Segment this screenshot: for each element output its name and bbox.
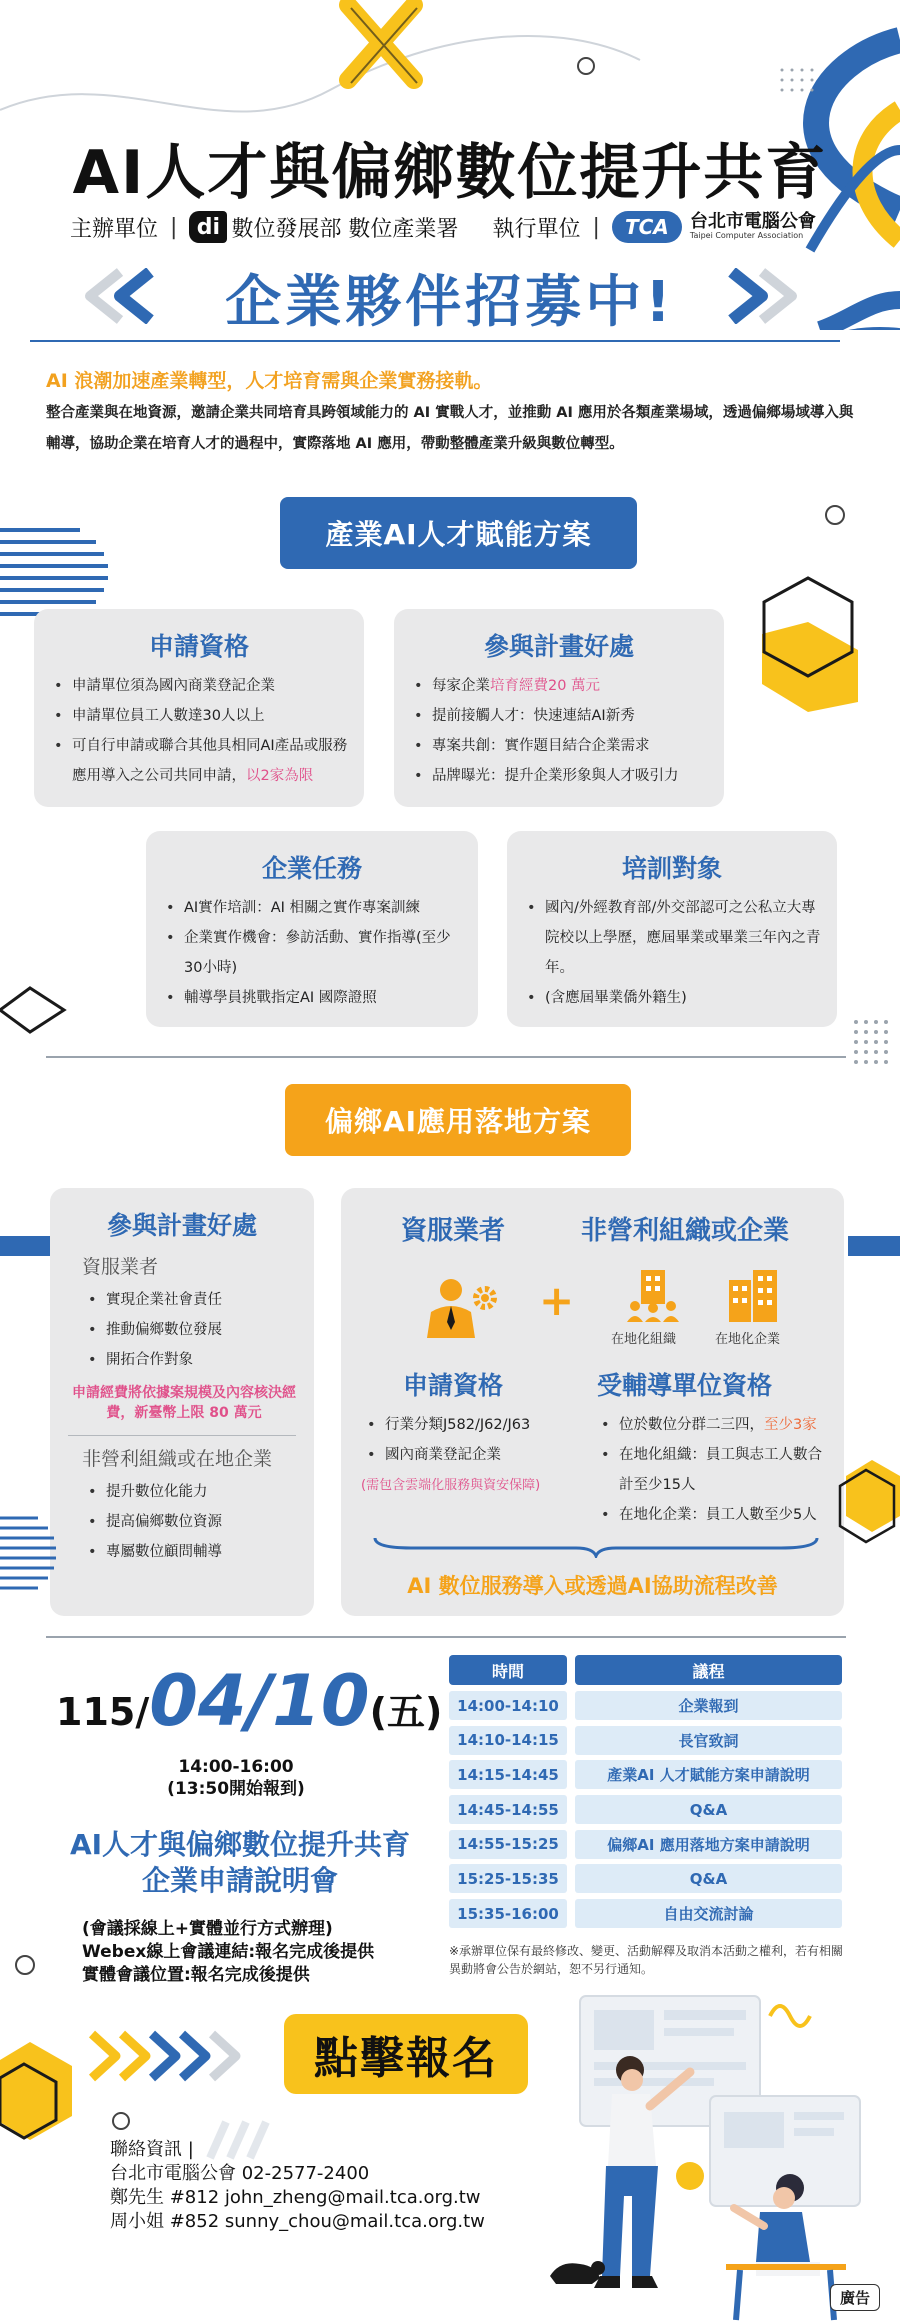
list-item: • 國內/外經教育部/外交部認可之公私立大專院校以上學歷，應屆畢業或畢業三年內之青年。 bbox=[527, 893, 821, 983]
register-button[interactable]: 點擊報名 bbox=[284, 2014, 528, 2094]
divider bbox=[30, 340, 840, 342]
event-title-line2: 企業申請說明會 bbox=[141, 1864, 338, 1897]
date-weekday: (五) bbox=[369, 1690, 443, 1734]
tca-logo-icon: TCA bbox=[612, 211, 682, 243]
agenda-header bbox=[449, 1655, 842, 1685]
card-heading: 參與計畫好處 bbox=[483, 632, 634, 661]
cell-time: 14:15-14:45 bbox=[449, 1760, 567, 1789]
people-illustration bbox=[520, 1976, 900, 2322]
highlight-text: 至少3家 bbox=[764, 1417, 817, 1433]
highlight-text: 培育經費20 萬元 bbox=[490, 678, 601, 694]
table-row bbox=[449, 1795, 842, 1824]
brace-decoration bbox=[371, 1534, 821, 1558]
card-eligibility bbox=[34, 609, 364, 807]
list-item: • 申請單位員工人數達30人以上 bbox=[54, 701, 348, 731]
list-item: • 申請單位須為國內商業登記企業 bbox=[54, 671, 348, 701]
apply-list bbox=[347, 1410, 577, 1470]
list-item: • AI實作培訓：AI 相關之實作專案訓練 bbox=[166, 893, 462, 923]
provider-heading: 資服業者 bbox=[401, 1216, 506, 1246]
rural-footer: AI 數位服務導入或透過AI協助流程改善 bbox=[407, 1574, 778, 1598]
date-main: 04/10 bbox=[149, 1660, 370, 1742]
organizer-name: 數位發展部 數位產業署 bbox=[231, 216, 459, 242]
executor-label: 執行單位 bbox=[492, 216, 581, 242]
intro-highlight: AI 浪潮加速產業轉型，人才培育需與企業實務接軌。 bbox=[46, 370, 493, 392]
event-date bbox=[56, 1660, 443, 1742]
card-heading: 企業任務 bbox=[261, 854, 362, 883]
card-targets bbox=[507, 831, 837, 1027]
contact-line: 周小姐 #852 sunny_chou@mail.tca.org.tw bbox=[110, 2211, 485, 2232]
cell-time: 15:35-16:00 bbox=[449, 1899, 567, 1928]
diamond-outline-icon bbox=[0, 980, 70, 1040]
separator: | bbox=[170, 214, 178, 240]
table-row bbox=[449, 1899, 842, 1928]
list-item: • 實現企業社會責任 bbox=[88, 1285, 298, 1315]
agenda-table bbox=[449, 1655, 842, 1934]
list-item: • 品牌曝光：提升企業形象與人才吸引力 bbox=[414, 761, 708, 791]
intro-body: 整合產業與在地資源，邀請企業共同培育具跨領域能力的 AI 實戰人才，並推動 AI 應用於各類產業場域，透過偏鄉場域導入與輔導，協助企業在培育人才的過程中，實際落地 AI 應用，帶動整體產業升級與數位轉型。 bbox=[46, 405, 854, 452]
apply-note: (需包含雲端化服務與資安保障) bbox=[361, 1478, 541, 1493]
list-item bbox=[414, 671, 708, 701]
icon-label-org: 在地化組織 bbox=[611, 1332, 677, 1347]
cell-time: 14:55-15:25 bbox=[449, 1830, 567, 1859]
organization-icon bbox=[623, 1266, 683, 1322]
icon-label-ent: 在地化企業 bbox=[715, 1332, 781, 1347]
contact-line: 鄭先生 #812 john_zheng@mail.tca.org.tw bbox=[110, 2187, 481, 2208]
column-header-time: 時間 bbox=[449, 1655, 567, 1685]
list-item: • 行業分類J582/J62/J63 bbox=[367, 1410, 561, 1440]
table-row bbox=[449, 1726, 842, 1755]
list-item: • 輔導學員挑戰指定AI 國際證照 bbox=[166, 983, 462, 1013]
list-item-text: 可自行申請或聯合其他具相同AI產品或服務應用導入之公司共同申請， bbox=[72, 738, 348, 784]
meeting-info-line: 實體會議位置:報名完成後提供 bbox=[82, 1965, 310, 1985]
cell-agenda: Q&A bbox=[575, 1795, 842, 1824]
chevron-arrows-icon bbox=[82, 2028, 276, 2084]
card-heading: 參與計畫好處 bbox=[106, 1211, 257, 1240]
cell-time: 14:10-14:15 bbox=[449, 1726, 567, 1755]
list-item-text: 每家企業 bbox=[432, 678, 490, 694]
hexagon-icon bbox=[0, 2034, 80, 2154]
circle-outline-icon bbox=[822, 502, 848, 528]
worker-gear-icon bbox=[419, 1272, 509, 1342]
divider bbox=[46, 1056, 846, 1058]
recruit-banner: 企業夥伴招募中! bbox=[225, 270, 675, 335]
cell-time: 14:00-14:10 bbox=[449, 1691, 567, 1720]
table-row bbox=[449, 1864, 842, 1893]
list-item bbox=[54, 731, 348, 791]
hexagon-icon bbox=[748, 572, 868, 712]
contact-info bbox=[110, 2138, 485, 2234]
cell-agenda: 偏鄉AI 應用落地方案申請說明 bbox=[575, 1830, 842, 1859]
contact-heading: 聯絡資訊 | bbox=[110, 2139, 194, 2160]
organizer-line bbox=[70, 207, 860, 247]
nonprofit-heading: 非營利組織或企業 bbox=[581, 1216, 790, 1246]
plus-icon: + bbox=[539, 1276, 575, 1325]
building-icon bbox=[723, 1266, 783, 1322]
cell-agenda: 長官致詞 bbox=[575, 1726, 842, 1755]
card-rural-right bbox=[341, 1188, 844, 1616]
cell-agenda: 企業報到 bbox=[575, 1691, 842, 1720]
chevron-double-right-icon bbox=[712, 268, 802, 324]
list-item: • 在地化組織：員工與志工人數合計至少15人 bbox=[601, 1440, 827, 1500]
executor-name-zh: 台北市電腦公會 bbox=[689, 211, 816, 233]
cell-time: 14:45-14:55 bbox=[449, 1795, 567, 1824]
executor-name bbox=[690, 213, 816, 240]
stripe-decoration bbox=[0, 1510, 60, 1600]
circle-outline-icon bbox=[12, 1952, 38, 1978]
date-line bbox=[56, 1660, 443, 1742]
list-item: • 國內商業登記企業 bbox=[367, 1440, 561, 1470]
list-item: • 企業實作機會：參訪活動、實作指導(至少30小時) bbox=[166, 923, 462, 983]
list-item: • 專案共創：實作題目結合企業需求 bbox=[414, 731, 708, 761]
list-item-text: 位於數位分群二三四， bbox=[619, 1417, 764, 1433]
divider bbox=[46, 1636, 846, 1638]
list-item: • 在地化企業：員工人數至少5人 bbox=[601, 1500, 827, 1530]
card-benefits bbox=[394, 609, 724, 807]
event-title-line1: AI人才與偏鄉數位提升共育 bbox=[69, 1828, 411, 1861]
table-row bbox=[449, 1830, 842, 1859]
organizer-label: 主辦單位 bbox=[70, 216, 159, 242]
column-header-agenda: 議程 bbox=[575, 1655, 842, 1685]
table-row bbox=[449, 1760, 842, 1789]
card-tasks bbox=[146, 831, 478, 1027]
funding-note: 申請經費將依據案規模及內容核決經費，新臺幣上限 80 萬元 bbox=[72, 1385, 296, 1421]
x-cross-icon bbox=[336, 0, 426, 95]
cell-agenda: 產業AI 人才賦能方案申請說明 bbox=[575, 1760, 842, 1789]
list-item: • 推動偏鄉數位發展 bbox=[88, 1315, 298, 1345]
moda-logo-icon: di bbox=[189, 211, 227, 243]
section2-title: 偏鄉AI應用落地方案 bbox=[285, 1084, 631, 1156]
table-row bbox=[449, 1691, 842, 1720]
meeting-info-line: (會議採線上+實體並行方式辦理) bbox=[82, 1919, 333, 1939]
list-item: • 開拓合作對象 bbox=[88, 1345, 298, 1375]
apply-heading: 申請資格 bbox=[403, 1371, 504, 1400]
circle-outline-icon bbox=[110, 2110, 132, 2132]
cell-time: 15:25-15:35 bbox=[449, 1864, 567, 1893]
hexagon-icon bbox=[836, 1440, 900, 1550]
disclaimer-note: ※承辦單位保有最終修改、變更、活動解釋及取消本活動之權利，若有相關異動將會公告於網站，恕不另行通知。 bbox=[449, 1944, 844, 1976]
group-heading: 非營利組織或在地企業 bbox=[82, 1448, 273, 1470]
executor-name-en: Taipei Computer Association bbox=[689, 231, 804, 241]
list-item: • 提前接觸人才：快速連結AI新秀 bbox=[414, 701, 708, 731]
section1-title: 產業AI人才賦能方案 bbox=[280, 497, 637, 569]
page-title: AI人才與偏鄉數位提升共育 bbox=[72, 138, 828, 208]
date-year: 115/ bbox=[56, 1690, 150, 1734]
highlight-text: 以2家為限 bbox=[246, 768, 314, 784]
card-heading: 培訓對象 bbox=[621, 854, 722, 883]
meeting-info-line: Webex線上會議連結:報名完成後提供 bbox=[82, 1942, 375, 1962]
event-checkin: (13:50開始報到) bbox=[167, 1779, 305, 1799]
event-time: 14:00-16:00 bbox=[178, 1757, 294, 1777]
cell-agenda: Q&A bbox=[575, 1864, 842, 1893]
meeting-info bbox=[82, 1918, 442, 1987]
list-item: • 專屬數位顧問輔導 bbox=[88, 1537, 298, 1567]
separator: | bbox=[592, 214, 600, 240]
cell-agenda: 自由交流討論 bbox=[575, 1899, 842, 1928]
list-item: • 提高偏鄉數位資源 bbox=[88, 1507, 298, 1537]
assist-heading: 受輔導單位資格 bbox=[597, 1371, 773, 1400]
assist-list bbox=[581, 1410, 843, 1530]
dots-decoration bbox=[850, 1016, 896, 1096]
stripe-decoration-blue bbox=[840, 1232, 900, 1262]
contact-line: 台北市電腦公會 02-2577-2400 bbox=[110, 2163, 370, 2184]
list-item: • (含應屆畢業僑外籍生) bbox=[527, 983, 821, 1013]
card-heading: 申請資格 bbox=[148, 632, 249, 661]
group-heading: 資服業者 bbox=[82, 1256, 159, 1278]
list-item: • 提升數位化能力 bbox=[88, 1477, 298, 1507]
list-item bbox=[601, 1410, 827, 1440]
ad-badge: 廣告 bbox=[830, 2284, 880, 2311]
card-benefits-rural bbox=[50, 1188, 314, 1616]
